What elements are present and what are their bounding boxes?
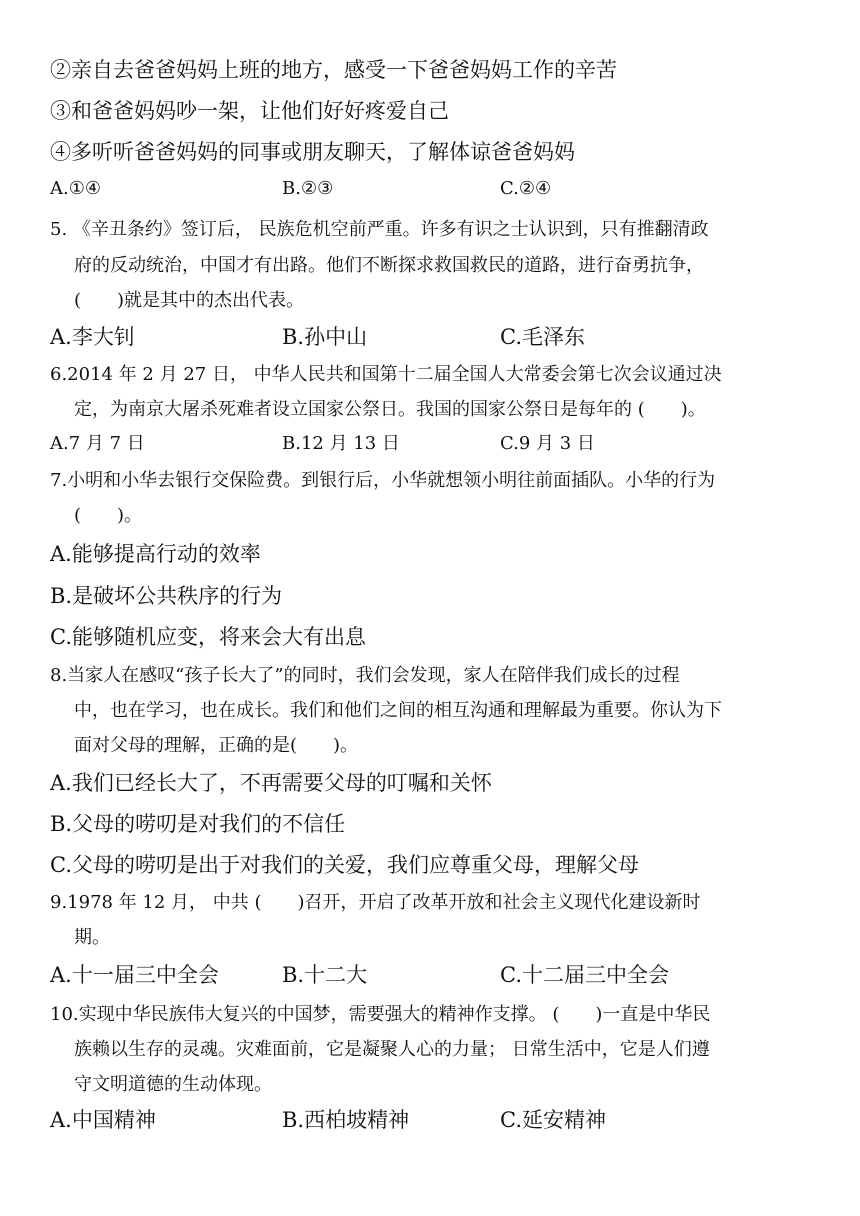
- q4-item-2: ②亲自去爸爸妈妈上班的地方，感受一下爸爸妈妈工作的辛苦: [50, 58, 617, 82]
- q10-option-b: B.西柏坡精神: [282, 1108, 410, 1132]
- q4-option-c: C.②④: [500, 178, 552, 199]
- q4-item-3: ③和爸爸妈妈吵一架，让他们好好疼爱自己: [50, 99, 449, 123]
- q6-option-c: C.9 月 3 日: [500, 433, 595, 454]
- q7-stem-line-2: ( )。: [74, 505, 143, 526]
- q6-stem-line-2: 定，为南京大屠杀死难者设立国家公祭日。我国的国家公祭日是每年的 ( )。: [74, 399, 706, 420]
- q5-stem-line-1: 5. 《辛丑条约》签订后， 民族危机空前严重。许多有识之士认识到，只有推翻清政: [50, 219, 709, 240]
- q6-option-b: B.12 月 13 日: [282, 433, 400, 454]
- q8-stem-line-3: 面对父母的理解，正确的是( )。: [74, 735, 359, 756]
- q6-option-a: A.7 月 7 日: [50, 433, 145, 454]
- q8-option-b: B.父母的唠叨是对我们的不信任: [50, 812, 346, 836]
- q7-stem-line-1: 7.小明和小华去银行交保险费。到银行后，小华就想领小明往前面插队。小华的行为: [50, 470, 716, 491]
- q10-stem-line-2: 族赖以生存的灵魂。灾难面前，它是凝聚人心的力量； 日常生活中，它是人们遵: [74, 1039, 710, 1060]
- q8-option-c: C.父母的唠叨是出于对我们的关爱，我们应尊重父母，理解父母: [50, 853, 639, 877]
- q4-option-b: B.②③: [282, 178, 334, 199]
- q9-option-b: B.十二大: [282, 963, 368, 987]
- q10-stem-line-3: 守文明道德的生动体现。: [74, 1074, 272, 1095]
- q4-item-4: ④多听听爸爸妈妈的同事或朋友聊天，了解体谅爸爸妈妈: [50, 140, 575, 164]
- q10-option-c: C.延安精神: [500, 1108, 606, 1132]
- q9-option-c: C.十二届三中全会: [500, 963, 669, 987]
- q9-option-a: A.十一届三中全会: [50, 963, 219, 987]
- q9-stem-line-2: 期。: [74, 927, 110, 948]
- q5-option-b: B.孙中山: [282, 325, 368, 349]
- q5-stem-line-3: ( )就是其中的杰出代表。: [74, 290, 305, 311]
- q7-option-c: C.能够随机应变，将来会大有出息: [50, 625, 366, 649]
- q7-option-b: B.是破坏公共秩序的行为: [50, 584, 283, 608]
- q4-option-a: A.①④: [50, 178, 101, 199]
- q10-option-a: A.中国精神: [50, 1108, 156, 1132]
- q5-option-c: C.毛泽东: [500, 325, 585, 349]
- q10-stem-line-1: 10.实现中华民族伟大复兴的中国梦，需要强大的精神作支撑。 ( )一直是中华民: [50, 1004, 711, 1025]
- q8-option-a: A.我们已经长大了，不再需要父母的叮嘱和关怀: [50, 771, 492, 795]
- q8-stem-line-2: 中，也在学习，也在成长。我们和他们之间的相互沟通和理解最为重要。你认为下: [74, 700, 722, 721]
- q5-option-a: A.李大钊: [50, 325, 135, 349]
- q5-stem-line-2: 府的反动统治，中国才有出路。他们不断探求救国救民的道路，进行奋勇抗争，: [74, 255, 704, 276]
- q8-stem-line-1: 8.当家人在感叹“孩子长大了”的同时，我们会发现，家人在陪伴我们成长的过程: [50, 665, 680, 686]
- q6-stem-line-1: 6.2014 年 2 月 27 日， 中华人民共和国第十二届全国人大常委会第七次会议通过决: [50, 364, 722, 385]
- q9-stem-line-1: 9.1978 年 12 月， 中共 ( )召开，开启了改革开放和社会主义现代化建设新时: [50, 892, 701, 913]
- q7-option-a: A.能够提高行动的效率: [50, 542, 261, 566]
